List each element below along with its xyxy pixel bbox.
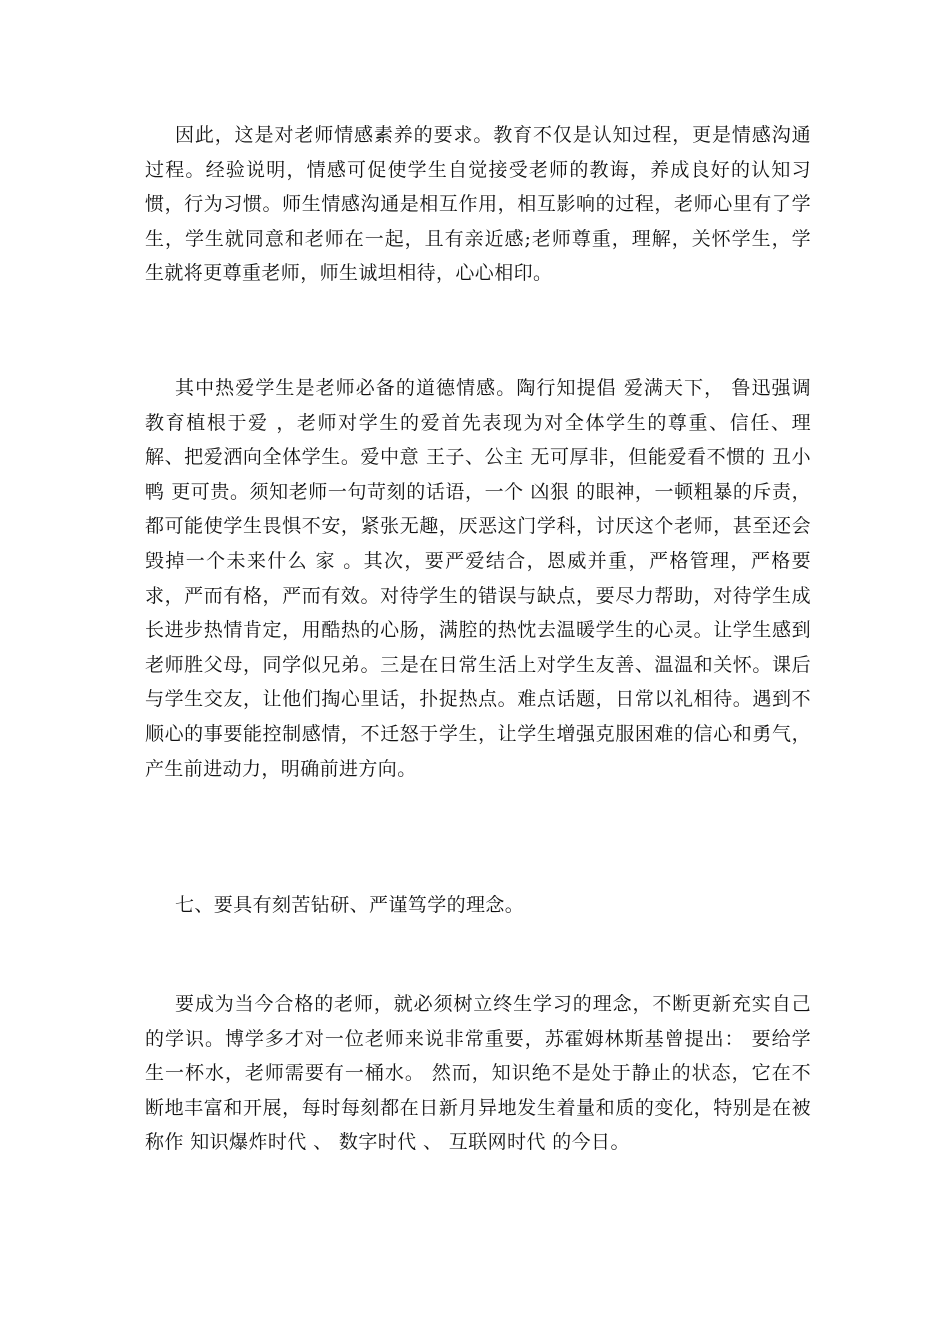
paragraph-teacher-emotional-literacy: 因此，这是对老师情感素养的要求。教育不仅是认知过程，更是情感沟通过程。经验说明，情感可促使学生自觉接受老师的教诲，养成良好的认知习惯，行为习惯。师生情感沟通是相互作用，相互影响的过程，老师心里有了学生，学生就同意和老师在一起，且有亲近感;老师尊重，理解，关怀学生，学生就将更尊重老师，师生诚坦相待，心心相印。 xyxy=(145,124,811,285)
paragraph-lifelong-learning: 要成为当今合格的老师，就必须树立终生学习的理念，不断更新充实自己的学识。博学多才对一位老师来说非常重要，苏霍姆林斯基曾提出： 要给学生一杯水，老师需要有一桶水。 然而，知识绝不是处于静止的状态，它在不断地丰富和开展，每时每刻都在日新月异地发生着量和质的变化，特别是在被称作 知识爆炸时代 、 数字时代 、 互联网时代 的今日。 xyxy=(145,993,811,1154)
section-heading-seven: 七、要具有刻苦钻研、严谨笃学的理念。 xyxy=(175,894,525,916)
paragraph-love-for-students: 其中热爱学生是老师必备的道德情感。陶行知提倡 爱满天下， 鲁迅强调 教育植根于爱 ，老师对学生的爱首先表现为对全体学生的尊重、信任、理解、把爱洒向全体学生。爱中意 王子、公主 无可厚非，但能爱看不惯的 丑小鸭 更可贵。须知老师一句苛刻的话语，一个 凶狠 的眼神，一顿粗暴的斥责，都可能使学生畏惧不安，紧张无趣，厌恶这门学科，讨厌这个老师，甚至还会毁掉一个未来什么 家 。其次，要严爱结合，恩威并重，严格管理，严格要求，严而有格，严而有效。对待学生的错误与缺点，要尽力帮助，对待学生成长进步热情肯定，用酷热的心肠，满腔的热忱去温暖学生的心灵。让学生感到老师胜父母，同学似兄弟。三是在日常生活上对学生友善、温温和关怀。课后与学生交友，让他们掏心里话，扑捉热点。难点话题，日常以礼相待。遇到不顺心的事要能控制感情，不迁怒于学生，让学生增强克服困难的信心和勇气，产生前进动力，明确前进方向。 xyxy=(145,377,811,780)
